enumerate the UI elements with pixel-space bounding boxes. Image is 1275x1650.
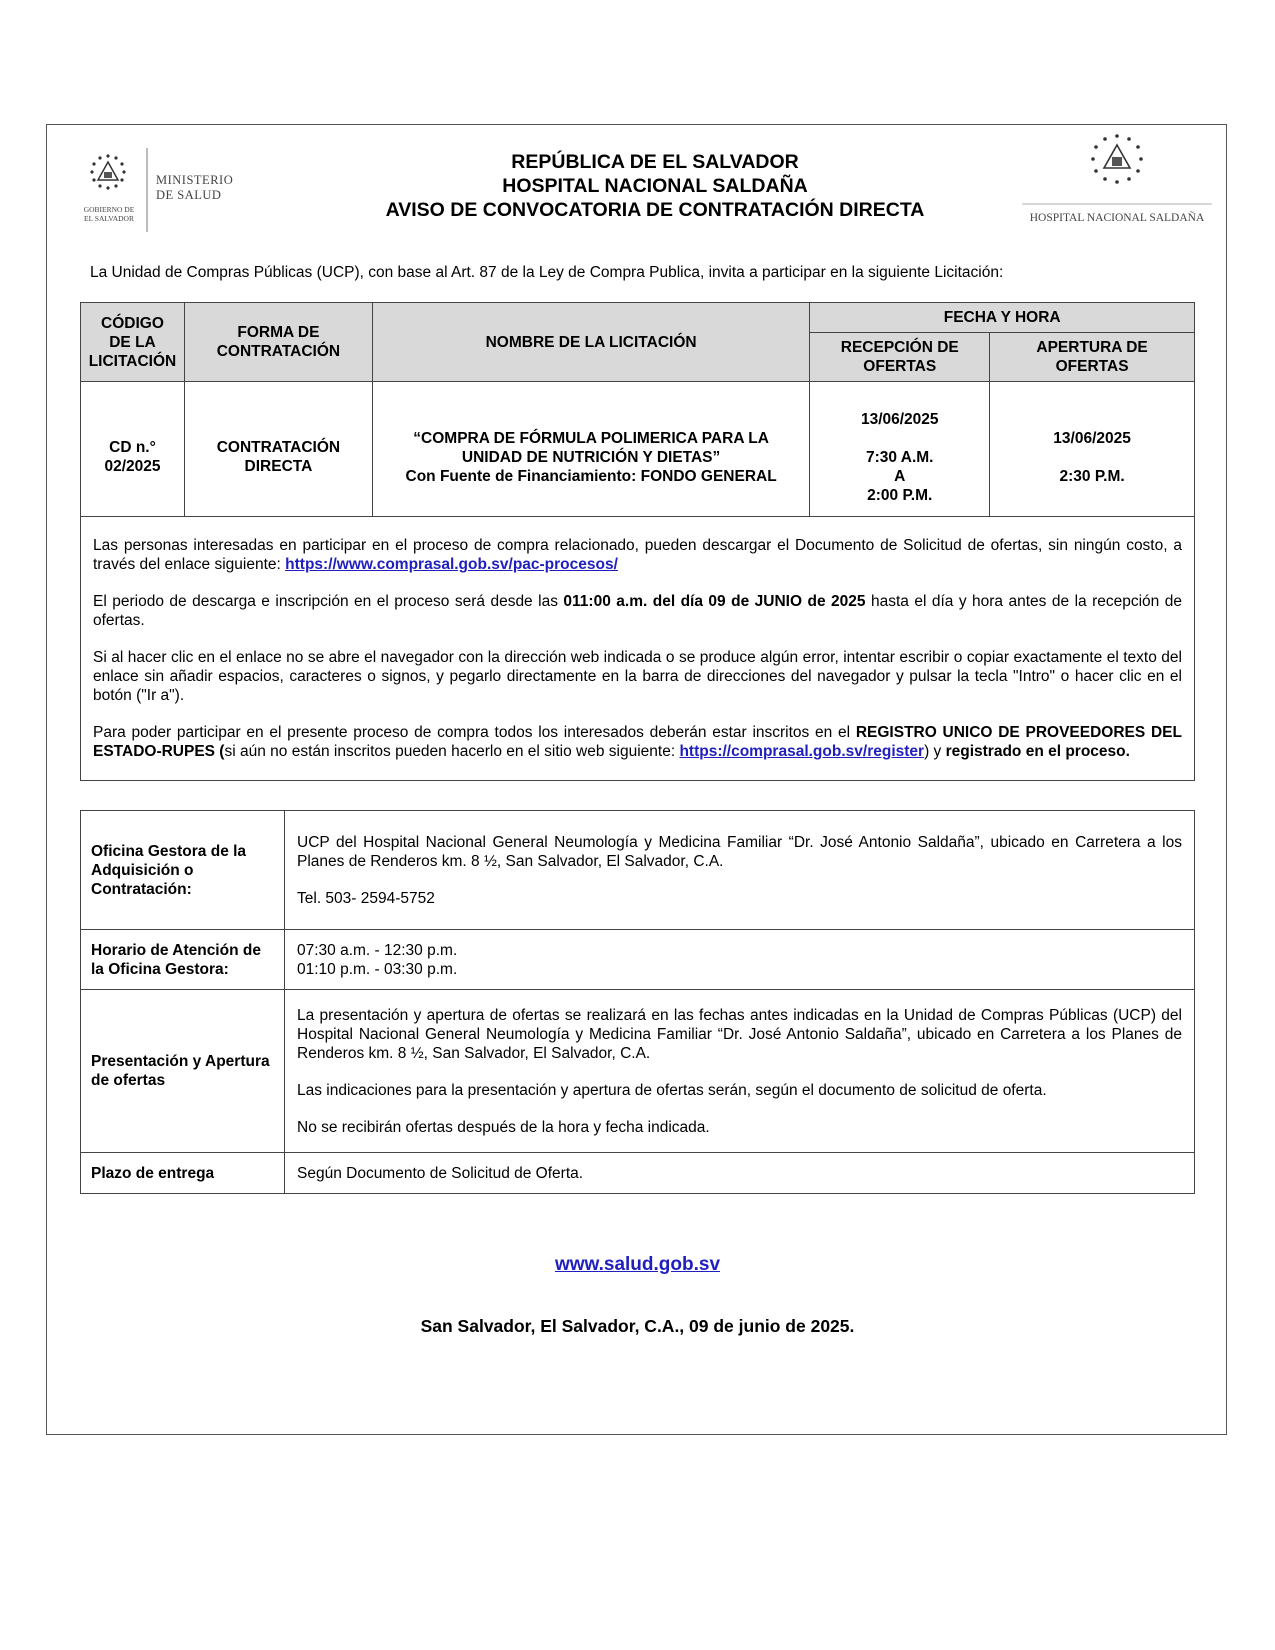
header-line-3: AVISO DE CONVOCATORIA DE CONTRATACIÓN DIRECTA [385, 199, 925, 221]
ministerio-salud-logo [80, 148, 260, 232]
header-forma: FORMA DE CONTRATACIÓN [184, 303, 372, 382]
info-table [80, 810, 1195, 1194]
logo-gobierno-line1: GOBIERNO DE [83, 205, 135, 214]
instructions-p4: Para poder participar en el presente proceso de compra todos los interesados deberán estar inscritos en el REGISTRO UNICO DE PROVEEDORES DEL ESTADO-RUPES (si aún no están inscritos pueden hacerlo en el sitio web siguiente: https://comprasal.gob.sv/register) y registrado en el proceso. [93, 724, 1182, 760]
logo-gobierno-line2: EL SALVADOR [84, 214, 134, 223]
presentacion-label: Presentación y Apertura de ofertas [81, 990, 285, 1153]
logo-ministerio-line2: DE SALUD [156, 188, 222, 202]
hospital-logo-caption: HOSPITAL NACIONAL SALDAÑA [1029, 212, 1205, 224]
intro-paragraph: La Unidad de Compras Públicas (UCP), con base al Art. 87 de la Ley de Compra Publica, invita a participar en la siguiente Licitación: [90, 264, 1004, 281]
table-row [81, 382, 1195, 517]
cell-forma: CONTRATACIÓN DIRECTA [184, 382, 372, 517]
cell-codigo: CD n.° 02/2025 [81, 382, 185, 517]
comprasal-procesos-link[interactable]: https://www.comprasal.gob.sv/pac-procesos/ [285, 556, 618, 573]
header-codigo: CÓDIGO DE LA LICITACIÓN [81, 303, 185, 382]
hospital-saldana-logo [1022, 130, 1212, 230]
horario-label: Horario de Atención de la Oficina Gestora: [81, 930, 285, 990]
presentacion-value: La presentación y apertura de ofertas se realizará en las fechas antes indicadas en la Unidad de Compras Públicas (UCP) del Hospital Nacional General Neumología y Medicina Familiar “Dr. José Antonio Saldaña”, ubicado en Carretera a los Planes de Renderos km. 8 ½, San Salvador, El Salvador, C.A. Las indicaciones para la presentación y apertura de ofertas serán, según el documento de solicitud de oferta. No se recibirán ofertas después de la hora y fecha indicada. [285, 990, 1195, 1153]
plazo-value: Según Documento de Solicitud de Oferta. [285, 1153, 1195, 1194]
document-header [300, 150, 1010, 222]
comprasal-register-link[interactable]: https://comprasal.gob.sv/register [679, 743, 925, 760]
header-recepcion: RECEPCIÓN DE OFERTAS [810, 333, 990, 382]
header-nombre: NOMBRE DE LA LICITACIÓN [372, 303, 809, 382]
header-line-2: HOSPITAL NACIONAL SALDAÑA [502, 175, 808, 197]
cell-apertura: 13/06/2025 2:30 P.M. [990, 382, 1195, 517]
header-fecha-hora: FECHA Y HORA [810, 303, 1195, 333]
instructions-p3: Si al hacer clic en el enlace no se abre el navegador con la dirección web indicada o se produce algún error, intentar escribir o copiar exactamente el texto del enlace sin añadir espacios, caracteres o signos, y pegarlo directamente en la barra de direcciones del navegador y pulsar la tecla "Intro" o hacer clic en el botón ("Ir a"). [93, 649, 1182, 704]
header-apertura: APERTURA DE OFERTAS [990, 333, 1195, 382]
table-row [81, 990, 1195, 1153]
licitacion-table [80, 302, 1195, 781]
instructions-p1: Las personas interesadas en participar en el proceso de compra relacionado, pueden descargar el Documento de Solicitud de ofertas, sin ningún costo, a través del enlace siguiente: https://www.comprasal.gob.sv/pac-procesos/ [93, 537, 1182, 573]
horario-value: 07:30 a.m. - 12:30 p.m. 01:10 p.m. - 03:30 p.m. [285, 930, 1195, 990]
oficina-value: UCP del Hospital Nacional General Neumología y Medicina Familiar “Dr. José Antonio Saldaña”, ubicado en Carretera a los Planes de Renderos km. 8 ½, San Salvador, El Salvador, C.A. Tel. 503- 2594-5752 [285, 811, 1195, 930]
logo-ministerio-line1: MINISTERIO [156, 173, 234, 187]
hospital-seal-icon [1022, 130, 1212, 206]
table-row [81, 1153, 1195, 1194]
instructions-p2: El periodo de descarga e inscripción en el proceso será desde las 011:00 a.m. del día 09 de JUNIO de 2025 hasta el día y hora antes de la recepción de ofertas. [93, 593, 1182, 629]
oficina-label: Oficina Gestora de la Adquisición o Contratación: [81, 811, 285, 930]
instructions-cell [81, 517, 1195, 781]
header-line-1: REPÚBLICA DE EL SALVADOR [511, 151, 799, 173]
website-container [0, 1254, 1275, 1276]
cell-recepcion: 13/06/2025 7:30 A.M. A 2:00 P.M. [810, 382, 990, 517]
website-link[interactable]: www.salud.gob.sv [554, 1254, 721, 1275]
cell-nombre: “COMPRA DE FÓRMULA POLIMERICA PARA LA UNIDAD DE NUTRICIÓN Y DIETAS” Con Fuente de Financiamiento: FONDO GENERAL [372, 382, 809, 517]
table-row [81, 930, 1195, 990]
footer-place-date: San Salvador, El Salvador, C.A., 09 de junio de 2025. [420, 1316, 855, 1336]
plazo-label: Plazo de entrega [81, 1153, 285, 1194]
table-row [81, 811, 1195, 930]
